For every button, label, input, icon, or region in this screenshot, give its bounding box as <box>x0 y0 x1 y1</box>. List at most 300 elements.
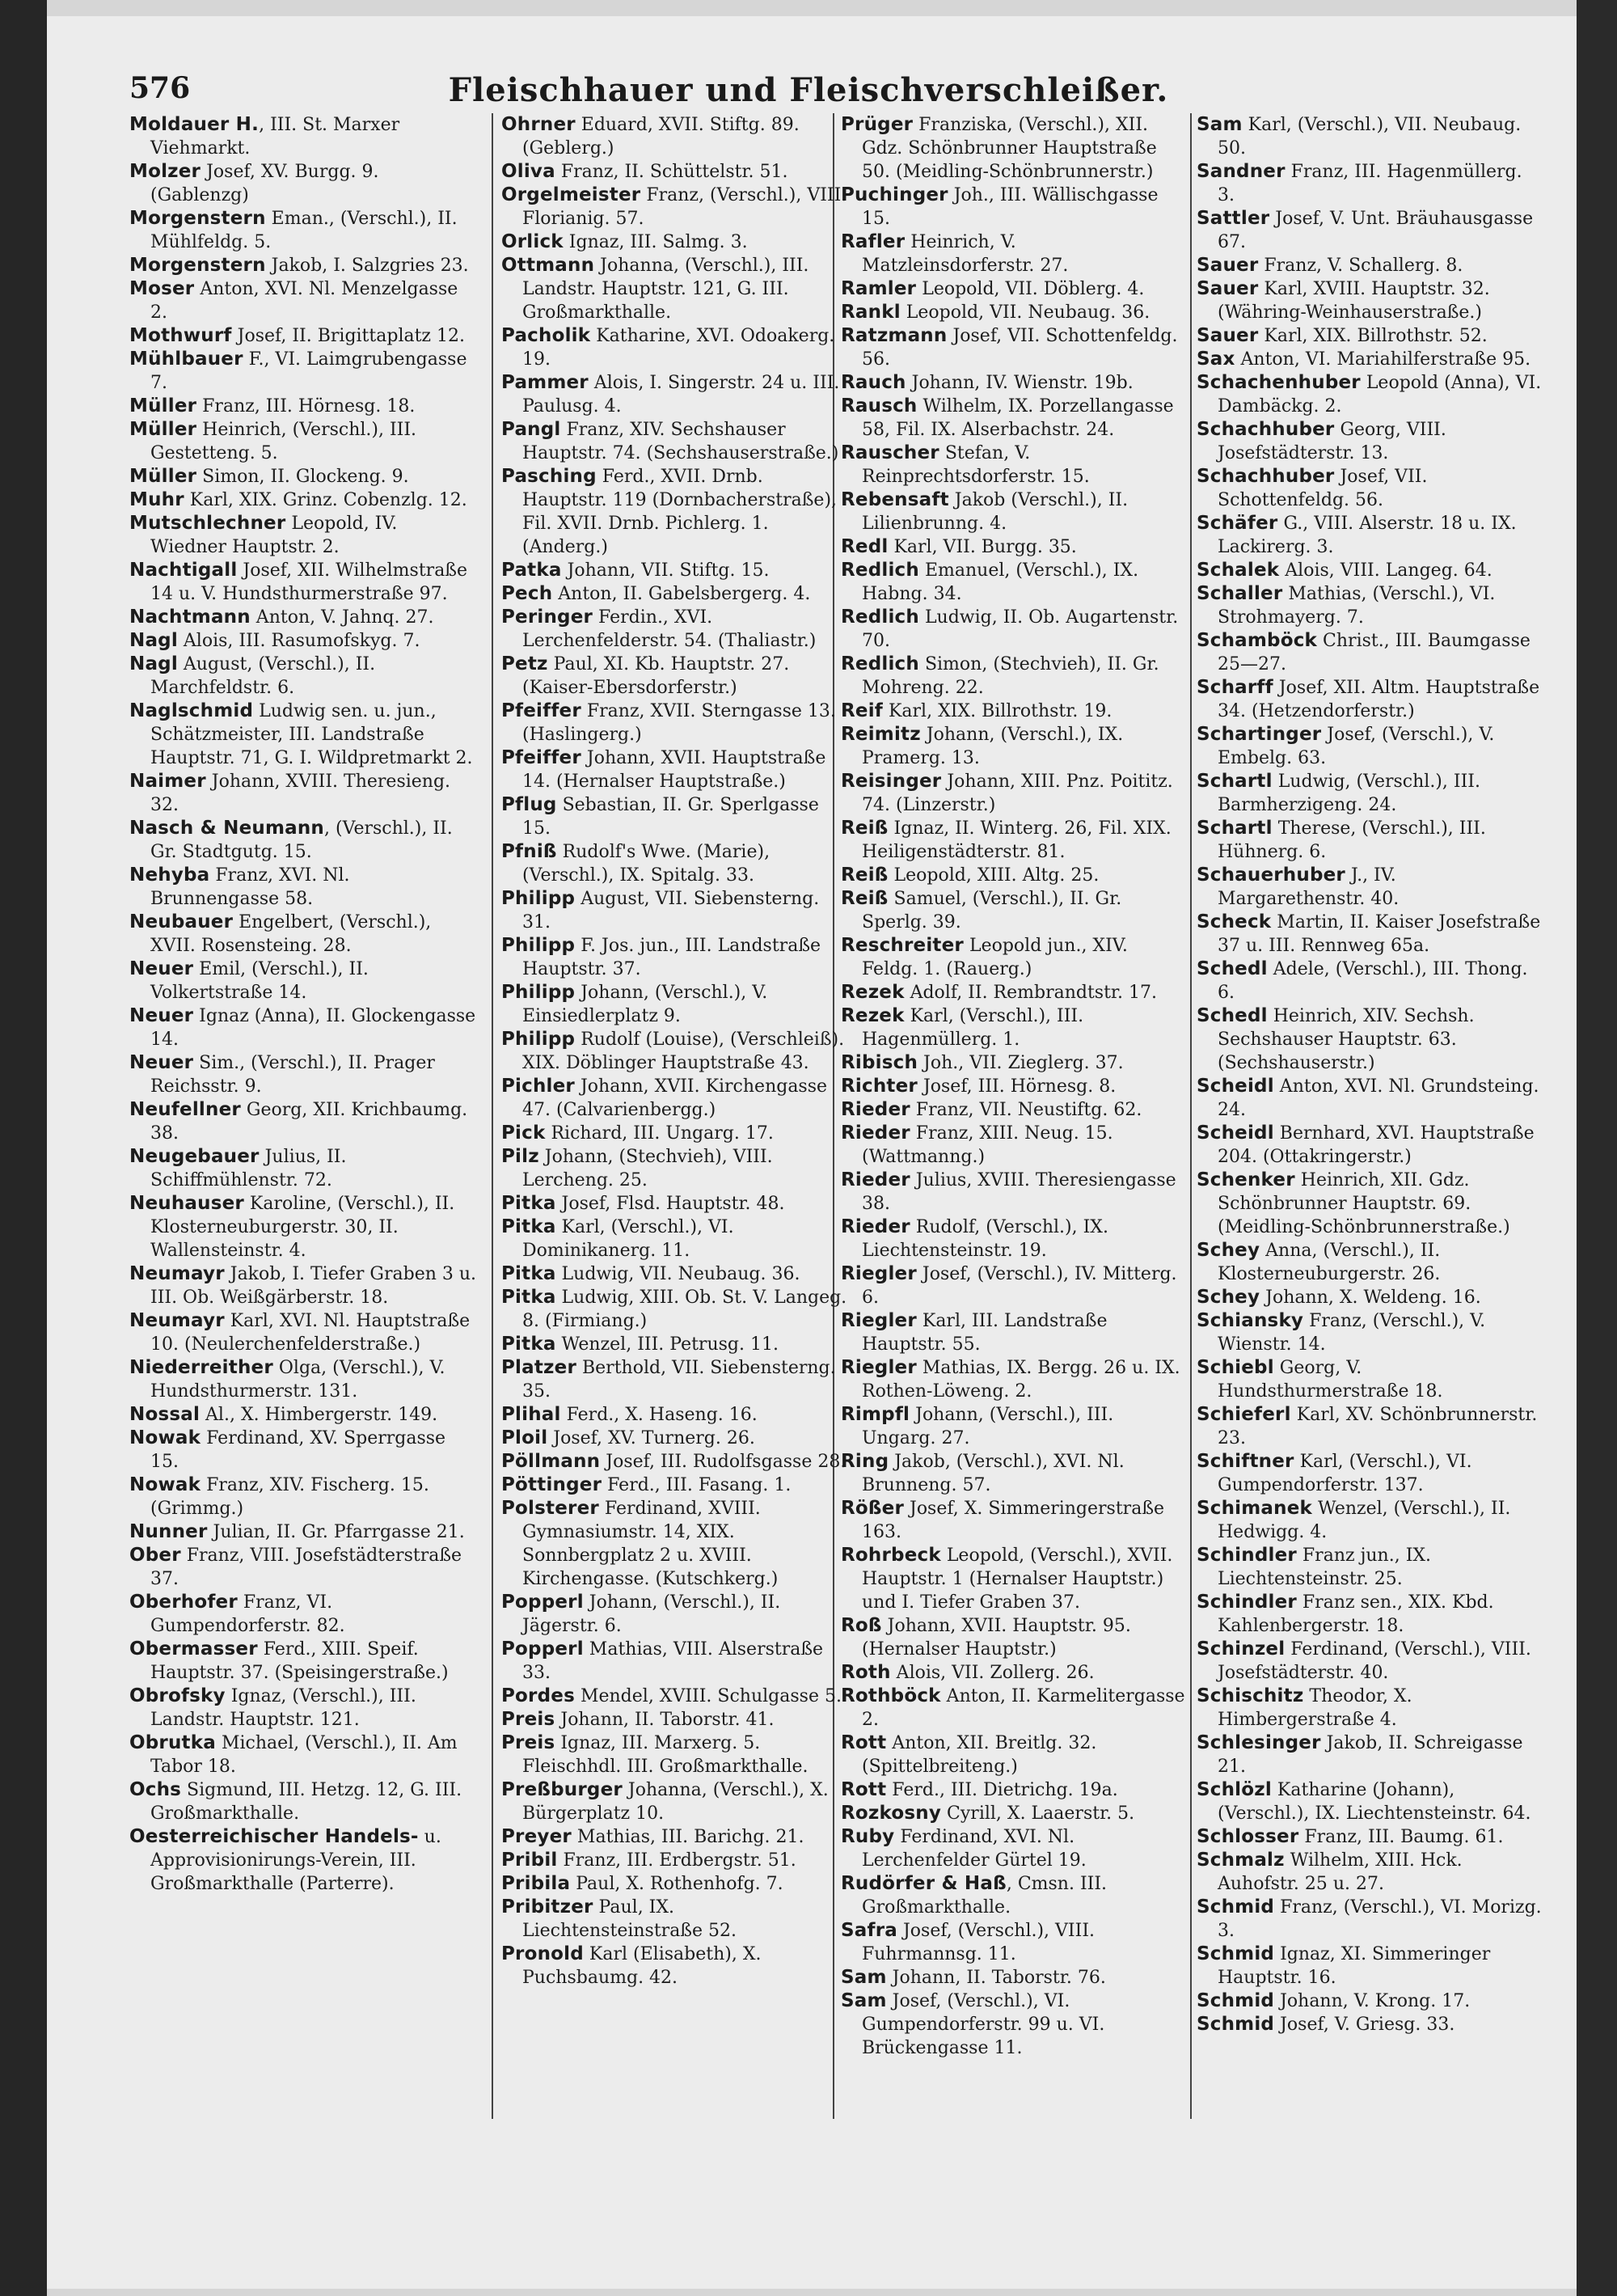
directory-entry <box>501 1849 849 1872</box>
directory-entry <box>501 1732 849 1778</box>
entry-details: Paul, X. Rothenhofg. 7. <box>570 1874 783 1894</box>
entry-name: Moser <box>129 278 195 299</box>
entry-name: Morgenstern <box>129 208 266 229</box>
entry-name: Scharff <box>1197 677 1273 698</box>
directory-entry <box>841 324 1188 371</box>
directory-entry <box>841 184 1188 230</box>
directory-entry <box>841 700 1188 723</box>
entry-name: Oberhofer <box>129 1592 238 1613</box>
entry-details: F., VI. Laimgrubengasse 7. <box>150 349 467 393</box>
directory-entry <box>841 1309 1188 1356</box>
directory-entry <box>1197 254 1544 277</box>
directory-entry <box>841 488 1188 535</box>
directory-entry <box>501 653 849 700</box>
directory-entry <box>501 418 849 465</box>
entry-name: Schieferl <box>1197 1404 1291 1425</box>
directory-entry <box>1197 371 1544 418</box>
entry-name: Sax <box>1197 349 1235 370</box>
directory-entry <box>501 1286 849 1333</box>
entry-details: Johanna, (Verschl.), X. Bürgerplatz 10. <box>522 1780 829 1824</box>
directory-entry <box>129 1356 477 1403</box>
entry-details: Leopold (Anna), VI. Dambäckg. 2. <box>1218 373 1542 416</box>
entry-details: Johann, VII. Stiftg. 15. <box>561 560 770 581</box>
directory-entry <box>841 1075 1188 1098</box>
entry-details: , III. St. Marxer Viehmarkt. <box>150 115 400 159</box>
entry-details: Ignaz, II. Winterg. 26, Fil. XIX. Heiligenstädterstr. 81. <box>862 818 1172 862</box>
directory-column-4 <box>1197 113 1544 2184</box>
entry-name: Riegler <box>841 1263 917 1284</box>
entry-name: Reiß <box>841 865 889 886</box>
entry-details: Alois, I. Singerstr. 24 u. III. Paulusg. 4. <box>522 373 840 416</box>
directory-entry <box>841 277 1188 301</box>
entry-name: Sauer <box>1197 325 1259 346</box>
entry-details: Joh., VII. Zieglerg. 37. <box>918 1053 1124 1073</box>
entry-details: Engelbert, (Verschl.), XVII. Rosensteing. 28. <box>150 912 432 956</box>
directory-entry <box>841 395 1188 442</box>
directory-entry <box>501 1497 849 1591</box>
entry-name: Rafler <box>841 231 906 252</box>
entry-name: Preis <box>501 1732 555 1753</box>
entry-name: Scheidl <box>1197 1123 1274 1144</box>
entry-name: Schey <box>1197 1240 1260 1261</box>
entry-name: Pöllmann <box>501 1451 601 1472</box>
entry-name: Nowak <box>129 1474 201 1495</box>
entry-details: Franz, XIV. Sechshauser Hauptstr. 74. (Sechshauserstraße.) <box>522 420 839 463</box>
directory-entry <box>501 1778 849 1825</box>
directory-entry <box>1197 1239 1544 1286</box>
entry-details: Katharine (Johann), (Verschl.), IX. Liechtensteinstr. 64. <box>1218 1780 1531 1824</box>
entry-details: Johanna, (Verschl.), III. Landstr. Hauptstr. 121, G. III. Großmarkthalle. <box>522 256 809 323</box>
entry-details: Mendel, XVIII. Schulgasse 5. <box>574 1686 842 1706</box>
entry-name: Pöttinger <box>501 1474 602 1495</box>
directory-entry <box>1197 1896 1544 1943</box>
entry-name: Pribila <box>501 1873 571 1894</box>
directory-entry <box>129 1192 477 1262</box>
entry-name: Redlich <box>841 653 919 674</box>
entry-name: Rozkosny <box>841 1803 942 1824</box>
entry-details: Karl, XVI. Nl. Hauptstraße 10. (Neulerchenfelderstraße.) <box>150 1311 471 1355</box>
entry-details: Ludwig, II. Ob. Augartenstr. 70. <box>862 607 1179 651</box>
entry-details: Leopold, IV. Wiedner Hauptstr. 2. <box>150 514 398 557</box>
entry-details: Anna, (Verschl.), II. Klosterneuburgerstr. 26. <box>1218 1241 1441 1284</box>
entry-details: Ferd., III. Dietrichg. 19a. <box>886 1780 1118 1800</box>
entry-name: Pfeiffer <box>501 700 581 721</box>
entry-details: Johann, XVII. Kirchengasse 47. (Calvarienbergg.) <box>522 1076 828 1120</box>
directory-entry <box>1197 1497 1544 1544</box>
entry-details: Ferd., III. Fasang. 1. <box>602 1475 792 1495</box>
entry-details: Ignaz, (Verschl.), III. Landstr. Hauptstr. 121. <box>150 1686 416 1730</box>
directory-entry <box>841 1497 1188 1544</box>
entry-details: Karl, XV. Schönbrunnerstr. 23. <box>1218 1405 1538 1448</box>
entry-details: Franz, V. Schallerg. 8. <box>1258 256 1463 276</box>
directory-entry <box>129 1474 477 1520</box>
entry-name: Rezek <box>841 1005 905 1026</box>
entry-name: Rauscher <box>841 442 939 463</box>
directory-entry <box>129 770 477 817</box>
entry-details: Franz, (Verschl.), V. Wienstr. 14. <box>1218 1311 1486 1355</box>
directory-entry <box>1197 582 1544 629</box>
entry-name: Prüger <box>841 114 914 135</box>
entry-name: Schedl <box>1197 958 1268 979</box>
directory-entry <box>1197 324 1544 348</box>
directory-entry <box>841 1004 1188 1051</box>
entry-details: Eduard, XVII. Stiftg. 89. (Geblerg.) <box>522 115 800 159</box>
entry-details: , Cmsn. III. Großmarkthalle. <box>862 1874 1108 1918</box>
entry-details: Josef, Flsd. Hauptstr. 48. <box>555 1194 785 1214</box>
directory-entry <box>129 207 477 254</box>
entry-name: Schenker <box>1197 1169 1295 1190</box>
entry-details: Heinrich, (Verschl.), III. Gestetteng. 5. <box>150 420 417 463</box>
directory-entry <box>129 1098 477 1145</box>
directory-entry <box>501 1872 849 1896</box>
entry-details: Rudolf (Louise), (Verschleiß). XIX. Döblinger Hauptstraße 43. <box>522 1030 845 1073</box>
entry-details: Al., X. Himbergerstr. 149. <box>200 1405 438 1425</box>
entry-name: Plihal <box>501 1404 561 1425</box>
entry-name: Philipp <box>501 982 576 1003</box>
entry-name: Pflug <box>501 794 557 815</box>
entry-name: Moldauer H. <box>129 114 260 135</box>
entry-details: Ludwig, (Verschl.), III. Barmherzigeng. 24. <box>1218 772 1480 815</box>
entry-name: Schmid <box>1197 1990 1275 2011</box>
directory-entry <box>501 1450 849 1474</box>
directory-entry <box>501 1075 849 1122</box>
entry-details: Josef, XII. Wilhelmstraße 14 u. V. Hundsthurmerstraße 97. <box>150 560 468 604</box>
entry-name: Pfniß <box>501 841 557 862</box>
entry-details: Anton, XVI. Nl. Menzelgasse 2. <box>150 279 458 323</box>
entry-details: u. Approvisionirungs-Verein, III. Großmarkthalle (Parterre). <box>150 1827 441 1894</box>
entry-details: Rudolf, (Verschl.), IX. Liechtensteinstr. 19. <box>862 1217 1108 1261</box>
entry-name: Orgelmeister <box>501 184 641 205</box>
directory-entry <box>841 1098 1188 1122</box>
directory-entry <box>1197 676 1544 723</box>
entry-name: Schartinger <box>1197 724 1322 745</box>
entry-details: Julius, II. Schiffmühlenstr. 72. <box>150 1147 347 1190</box>
entry-name: Neuer <box>129 1052 194 1073</box>
entry-name: Schmid <box>1197 1943 1275 1964</box>
directory-entry <box>841 559 1188 606</box>
entry-name: Schachhuber <box>1197 466 1335 487</box>
entry-details: Josef, XV. Turnerg. 26. <box>547 1428 755 1448</box>
entry-details: Ferdinand, XVI. Nl. Lerchenfelder Gürtel 19. <box>862 1827 1087 1871</box>
entry-name: Obrofsky <box>129 1685 226 1706</box>
entry-details: Alois, III. Rasumofskyg. 7. <box>177 631 420 651</box>
entry-details: Berthold, VII. Siebensterng. 35. <box>522 1358 836 1402</box>
entry-name: Sam <box>1197 114 1243 135</box>
entry-name: Schiansky <box>1197 1310 1304 1331</box>
entry-details: Johann, XIII. Pnz. Poititz. 74. (Linzerstr.) <box>862 772 1173 815</box>
entry-name: Riegler <box>841 1310 917 1331</box>
entry-details: Leopold, XIII. Altg. 25. <box>888 865 1100 886</box>
directory-entry <box>841 1403 1188 1450</box>
entry-details: Karl (Elisabeth), X. Puchsbaumg. 42. <box>522 1944 762 1988</box>
directory-entry <box>129 254 477 277</box>
entry-details: Franz sen., XIX. Kbd. Kahlenbergerstr. 18. <box>1218 1592 1494 1636</box>
directory-entry <box>129 395 477 418</box>
entry-name: Schey <box>1197 1287 1260 1308</box>
entry-name: Peringer <box>501 607 593 628</box>
entry-name: Oesterreichischer Handels- <box>129 1826 419 1847</box>
directory-entry <box>129 348 477 395</box>
directory-entry <box>1197 1544 1544 1591</box>
entry-name: Schindler <box>1197 1592 1297 1613</box>
entry-details: Theodor, X. Himbergerstraße 4. <box>1218 1686 1412 1730</box>
entry-name: Rudörfer & Haß <box>841 1873 1007 1894</box>
directory-entry <box>841 1450 1188 1497</box>
entry-name: Pronold <box>501 1943 584 1964</box>
directory-entry <box>501 1028 849 1075</box>
directory-entry <box>841 371 1188 395</box>
directory-entry <box>501 1356 849 1403</box>
directory-entry <box>841 1122 1188 1169</box>
entry-name: Sattler <box>1197 208 1270 229</box>
entry-name: Preßburger <box>501 1779 623 1800</box>
entry-details: Anton, II. Gabelsbergerg. 4. <box>552 584 811 604</box>
directory-entry <box>841 1262 1188 1309</box>
entry-details: Katharine, XVI. Odoakerg. 19. <box>522 326 835 370</box>
entry-details: Simon, (Stechvieh), II. Gr. Mohreng. 22. <box>862 654 1159 698</box>
entry-name: Morgenstern <box>129 255 266 276</box>
entry-details: Ferd., X. Haseng. 16. <box>560 1405 758 1425</box>
directory-entry <box>841 1825 1188 1872</box>
directory-entry <box>501 160 849 184</box>
page-header <box>129 71 1488 120</box>
directory-entry <box>501 371 849 418</box>
entry-details: Johann, II. Taborstr. 41. <box>555 1710 775 1730</box>
directory-entry <box>841 606 1188 653</box>
directory-entry <box>129 700 477 770</box>
entry-details: Leopold, VII. Döblerg. 4. <box>916 279 1145 299</box>
entry-name: Pick <box>501 1123 546 1144</box>
entry-details: Wenzel, III. Petrusg. 11. <box>555 1334 779 1355</box>
entry-name: Rieder <box>841 1169 910 1190</box>
entry-name: Müller <box>129 419 197 440</box>
entry-details: Franz, VI. Gumpendorferstr. 82. <box>150 1592 345 1636</box>
directory-entry <box>501 559 849 582</box>
directory-entry <box>501 606 849 653</box>
directory-entry <box>129 418 477 465</box>
entry-details: Johann, (Verschl.), V. Einsiedlerplatz 9. <box>522 983 768 1026</box>
entry-name: Redlich <box>841 560 919 581</box>
directory-entry <box>129 1427 477 1474</box>
entry-name: Nossal <box>129 1404 201 1425</box>
entry-name: Pitka <box>501 1334 556 1355</box>
entry-details: Julian, II. Gr. Pfarrgasse 21. <box>207 1522 465 1542</box>
directory-entry <box>501 746 849 793</box>
directory-entry <box>841 1872 1188 1919</box>
directory-entry <box>1197 1309 1544 1356</box>
directory-entry <box>1197 465 1544 512</box>
entry-details: Johann, V. Krong. 17. <box>1274 1991 1471 2011</box>
directory-entry <box>129 1403 477 1427</box>
directory-entry <box>1197 958 1544 1004</box>
directory-entry <box>1197 817 1544 864</box>
directory-entry <box>129 1309 477 1356</box>
entry-details: Karl, XVIII. Hauptstr. 32. (Währing-Weinhauserstraße.) <box>1218 279 1490 323</box>
entry-name: Ring <box>841 1451 889 1472</box>
directory-entry <box>501 1708 849 1732</box>
entry-details: Johann, (Verschl.), IX. Pramerg. 13. <box>862 725 1124 768</box>
entry-name: Obrutka <box>129 1732 216 1753</box>
entry-details: Julius, XVIII. Theresiengasse 38. <box>862 1170 1176 1214</box>
directory-entry <box>1197 1004 1544 1075</box>
directory-entry <box>501 1403 849 1427</box>
directory-entry <box>129 1145 477 1192</box>
entry-details: Ignaz, XI. Simmeringer Hauptstr. 16. <box>1218 1944 1491 1988</box>
directory-entry <box>501 981 849 1028</box>
entry-name: Molzer <box>129 161 201 182</box>
entry-name: Muhr <box>129 489 184 510</box>
entry-name: Schimanek <box>1197 1498 1313 1519</box>
entry-name: Pangl <box>501 419 561 440</box>
directory-entry <box>129 1520 477 1544</box>
entry-name: Schamböck <box>1197 630 1318 651</box>
entry-details: Heinrich, XIV. Sechsh. Sechshauser Hauptstr. 63. (Sechshauserstr.) <box>1218 1006 1475 1073</box>
entry-name: Ochs <box>129 1779 182 1800</box>
book-binding-edge <box>0 0 47 2296</box>
entry-details: Wilhelm, XIII. Hck. Auhofstr. 25 u. 27. <box>1218 1850 1463 1894</box>
directory-entry <box>1197 1685 1544 1732</box>
entry-name: Rieder <box>841 1099 910 1120</box>
entry-name: Schlosser <box>1197 1826 1299 1847</box>
directory-entry <box>1197 1732 1544 1778</box>
entry-details: Johann, IV. Wienstr. 19b. <box>906 373 1134 393</box>
entry-details: Ludwig, VII. Neubaug. 36. <box>555 1264 800 1284</box>
directory-entry <box>1197 1075 1544 1122</box>
directory-entry <box>841 1169 1188 1216</box>
entry-details: Josef, VII. Schottenfeldg. 56. <box>1218 467 1428 510</box>
directory-entry <box>1197 418 1544 465</box>
directory-entry <box>129 817 477 864</box>
directory-entry <box>841 1685 1188 1732</box>
entry-details: Josef, VII. Schottenfeldg. 56. <box>862 326 1178 370</box>
entry-name: Neugebauer <box>129 1146 260 1167</box>
directory-entry <box>1197 1989 1544 2013</box>
directory-entry <box>129 1825 477 1896</box>
entry-name: Preis <box>501 1709 555 1730</box>
entry-details: Josef, III. Rudolfsgasse 28. <box>600 1452 846 1472</box>
entry-details: Franz, (Verschl.), VIII. Florianig. 57. <box>522 185 847 229</box>
entry-details: Ferdin., XVI. Lerchenfelderstr. 54. (Thaliastr.) <box>522 607 817 651</box>
entry-name: Mutschlechner <box>129 513 286 534</box>
entry-name: Pitka <box>501 1193 556 1214</box>
directory-entry <box>129 488 477 512</box>
directory-entry <box>841 1356 1188 1403</box>
entry-name: Ratzmann <box>841 325 948 346</box>
directory-entry <box>1197 1591 1544 1638</box>
entry-name: Schmalz <box>1197 1850 1285 1871</box>
entry-name: Müller <box>129 395 197 416</box>
entry-details: Franz jun., IX. Liechtensteinstr. 25. <box>1218 1545 1432 1589</box>
entry-name: Richter <box>841 1076 918 1097</box>
entry-details: Franz, XVI. Nl. Brunnengasse 58. <box>150 865 350 909</box>
directory-entry <box>841 230 1188 277</box>
entry-name: Pacholik <box>501 325 591 346</box>
entry-name: Naglschmid <box>129 700 254 721</box>
entry-details: Ludwig, XIII. Ob. St. V. Langeg. 8. (Firmiang.) <box>522 1288 847 1331</box>
entry-details: August, (Verschl.), II. Marchfeldstr. 6. <box>150 654 376 698</box>
directory-entry <box>1197 864 1544 911</box>
entry-name: Pitka <box>501 1287 556 1308</box>
entry-details: Karl, VII. Burgg. 35. <box>888 537 1077 557</box>
directory-entry <box>129 324 477 348</box>
directory-entry <box>501 1333 849 1356</box>
directory-entry <box>129 1262 477 1309</box>
directory-entry <box>501 1122 849 1145</box>
entry-details: Karl, (Verschl.), III. Hagenmüllerg. 1. <box>862 1006 1084 1050</box>
entry-details: Karl, XIX. Grinz. Cobenzlg. 12. <box>184 490 467 510</box>
entry-details: Mathias, III. Barichg. 21. <box>571 1827 804 1847</box>
entry-name: Nachtmann <box>129 607 251 628</box>
entry-name: Neubauer <box>129 911 234 932</box>
directory-entry <box>501 1427 849 1450</box>
entry-name: Rott <box>841 1732 887 1753</box>
directory-entry <box>129 653 477 700</box>
entry-name: Pfeiffer <box>501 747 581 768</box>
entry-name: Mothwurf <box>129 325 232 346</box>
directory-entry <box>129 606 477 629</box>
directory-entry <box>1197 911 1544 958</box>
entry-name: Schiftner <box>1197 1451 1294 1472</box>
entry-details: Leopold jun., XIV. Feldg. 1. (Rauerg.) <box>862 936 1128 979</box>
directory-entry <box>129 1004 477 1051</box>
column-rule <box>1190 113 1192 2119</box>
entry-details: Johann, (Verschl.), II. Jägerstr. 6. <box>522 1592 781 1636</box>
directory-entry <box>501 934 849 981</box>
entry-details: Ferd., XVII. Drnb. Hauptstr. 119 (Dornbacherstraße), Fil. XVII. Drnb. Pichlerg. 1. (Anderg.) <box>522 467 838 557</box>
directory-entry <box>1197 1122 1544 1169</box>
entry-details: Josef, (Verschl.), IV. Mitterg. 6. <box>862 1264 1177 1308</box>
entry-name: Scheck <box>1197 911 1272 932</box>
entry-details: Therese, (Verschl.), III. Hühnerg. 6. <box>1218 818 1486 862</box>
entry-name: Reisinger <box>841 771 942 792</box>
entry-details: Sebastian, II. Gr. Sperlgasse 15. <box>522 795 819 839</box>
entry-name: Popperl <box>501 1592 584 1613</box>
entry-details: Anton, VI. Mariahilferstraße 95. <box>1235 349 1531 370</box>
directory-entry <box>501 1216 849 1262</box>
entry-details: Adele, (Verschl.), III. Thong. 6. <box>1218 959 1528 1003</box>
directory-entry <box>841 442 1188 488</box>
directory-entry <box>1197 348 1544 371</box>
directory-entry <box>501 840 849 887</box>
directory-entry <box>1197 1825 1544 1849</box>
entry-name: Ploil <box>501 1427 548 1448</box>
entry-name: Reiß <box>841 888 889 909</box>
entry-name: Rebensaft <box>841 489 949 510</box>
directory-entry <box>129 1778 477 1825</box>
entry-details: Simon, II. Glockeng. 9. <box>196 467 409 487</box>
directory-entry <box>129 277 477 324</box>
entry-name: Nagl <box>129 630 178 651</box>
entry-details: Emanuel, (Verschl.), IX. Habng. 34. <box>862 560 1139 604</box>
entry-details: Johann, X. Weldeng. 16. <box>1260 1288 1481 1308</box>
directory-entry <box>129 1051 477 1098</box>
entry-name: Neumayr <box>129 1263 225 1284</box>
directory-entry <box>129 465 477 488</box>
directory-entry <box>501 1638 849 1685</box>
entry-name: Rothböck <box>841 1685 941 1706</box>
directory-entry <box>501 700 849 746</box>
directory-entry <box>1197 113 1544 160</box>
page-title: Fleischhauer und Fleischverschleißer. <box>448 71 1169 109</box>
directory-entry <box>501 230 849 254</box>
entry-details: Johann, II. Taborstr. 76. <box>886 1968 1106 1988</box>
entry-name: Schmid <box>1197 1896 1275 1918</box>
entry-name: Schindler <box>1197 1545 1297 1566</box>
entry-name: Nasch & Neumann <box>129 818 324 839</box>
directory-entry <box>501 254 849 324</box>
entry-details: Franz, III. Hörnesg. 18. <box>196 396 416 416</box>
entry-name: Rimpfl <box>841 1404 910 1425</box>
